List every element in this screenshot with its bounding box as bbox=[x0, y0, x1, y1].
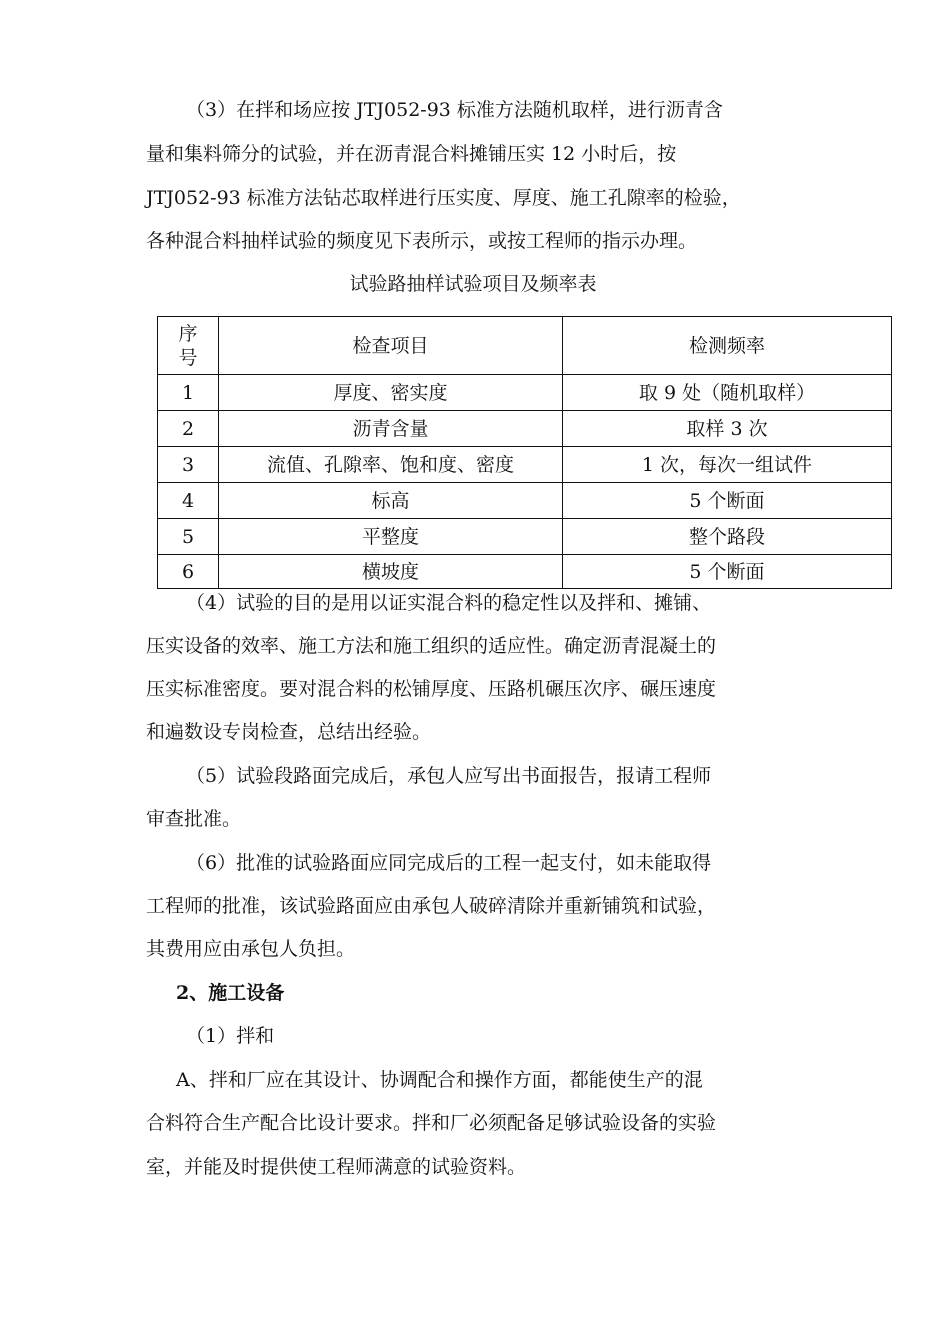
frequency-table bbox=[157, 316, 892, 589]
paragraph-6-line-2: 工程师的批准，该试验路面应由承包人破碎清除并重新铺筑和试验， bbox=[146, 895, 717, 917]
paragraph-3-line-3: JTJ052-93 标准方法钻芯取样进行压实度、厚度、施工孔隙率的检验， bbox=[146, 187, 741, 209]
row-number: 4 bbox=[158, 483, 219, 519]
row-number: 1 bbox=[158, 375, 219, 411]
subsection-heading: （1）拌和 bbox=[186, 1025, 275, 1047]
paragraph-a-line-3: 室，并能及时提供使工程师满意的试验资料。 bbox=[146, 1156, 527, 1178]
table-row bbox=[158, 555, 892, 589]
table-row bbox=[158, 375, 892, 411]
row-number: 2 bbox=[158, 411, 219, 447]
paragraph-5-line-2: 审查批准。 bbox=[146, 808, 242, 830]
row-frequency: 取样 3 次 bbox=[563, 411, 892, 447]
paragraph-3-line-2: 量和集料筛分的试验，并在沥青混合料摊铺压实 12 小时后，按 bbox=[146, 143, 677, 165]
paragraph-4-line-1: （4）试验的目的是用以证实混合料的稳定性以及拌和、摊铺、 bbox=[186, 592, 712, 614]
paragraph-5-line-1: （5）试验段路面完成后，承包人应写出书面报告，报请工程师 bbox=[186, 765, 712, 787]
paragraph-3-line-1: （3）在拌和场应按 JTJ052-93 标准方法随机取样，进行沥青含 bbox=[186, 99, 723, 121]
table-row bbox=[158, 483, 892, 519]
paragraph-3-line-4: 各种混合料抽样试验的频度见下表所示，或按工程师的指示办理。 bbox=[146, 230, 698, 252]
table-row bbox=[158, 519, 892, 555]
table-header-row bbox=[158, 317, 892, 375]
row-frequency: 整个路段 bbox=[563, 519, 892, 555]
table-row bbox=[158, 411, 892, 447]
header-serial-number bbox=[158, 317, 219, 375]
header-serial-top: 序 bbox=[178, 322, 198, 345]
row-number: 5 bbox=[158, 519, 219, 555]
table-caption: 试验路抽样试验项目及频率表 bbox=[349, 273, 597, 295]
row-number: 6 bbox=[158, 555, 219, 589]
paragraph-a-line-2: 合料符合生产配合比设计要求。拌和厂必须配备足够试验设备的实验 bbox=[146, 1112, 717, 1134]
row-item: 厚度、密实度 bbox=[219, 375, 563, 411]
section-heading: 2、施工设备 bbox=[176, 982, 285, 1004]
paragraph-6-line-1: （6）批准的试验路面应同完成后的工程一起支付，如未能取得 bbox=[186, 852, 712, 874]
paragraph-4-line-3: 压实标准密度。要对混合料的松铺厚度、压路机碾压次序、碾压速度 bbox=[146, 678, 717, 700]
header-test-frequency: 检测频率 bbox=[563, 317, 892, 375]
paragraph-a-line-1: A、拌和厂应在其设计、协调配合和操作方面，都能使生产的混 bbox=[176, 1069, 703, 1091]
paragraph-4-line-4: 和遍数设专岗检查，总结出经验。 bbox=[146, 721, 432, 743]
header-serial-bottom: 号 bbox=[178, 346, 198, 369]
row-frequency: 1 次，每次一组试件 bbox=[563, 447, 892, 483]
row-frequency: 5 个断面 bbox=[563, 555, 892, 589]
row-item: 平整度 bbox=[219, 519, 563, 555]
row-frequency: 取 9 处（随机取样） bbox=[563, 375, 892, 411]
row-number: 3 bbox=[158, 447, 219, 483]
row-item: 流值、孔隙率、饱和度、密度 bbox=[219, 447, 563, 483]
header-check-item: 检查项目 bbox=[219, 317, 563, 375]
paragraph-6-line-3: 其费用应由承包人负担。 bbox=[146, 938, 356, 960]
paragraph-4-line-2: 压实设备的效率、施工方法和施工组织的适应性。确定沥青混凝土的 bbox=[146, 635, 717, 657]
row-item: 标高 bbox=[219, 483, 563, 519]
row-item: 沥青含量 bbox=[219, 411, 563, 447]
table-row bbox=[158, 447, 892, 483]
row-frequency: 5 个断面 bbox=[563, 483, 892, 519]
row-item: 横坡度 bbox=[219, 555, 563, 589]
